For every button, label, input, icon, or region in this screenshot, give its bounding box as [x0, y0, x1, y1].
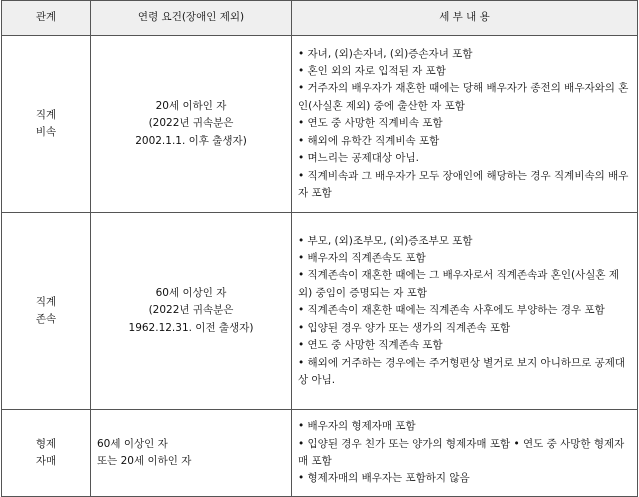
age-text: 2002.1.1. 이후 출생자)	[135, 134, 247, 147]
relation-text: 비속	[35, 126, 57, 138]
detail-item: • 배우자의 직계존속도 포함	[298, 252, 426, 265]
detail-item: • 직계비속과 그 배우자가 모두 장애인에 해당하는 경우 직계비속의 배우자 포함	[298, 169, 629, 199]
age-cell	[91, 213, 292, 410]
table-row	[2, 36, 638, 213]
relation-text: 직계	[35, 295, 57, 308]
detail-item: • 연도 중 사망한 직계존속 포함	[298, 339, 443, 352]
detail-item: • 배우자의 형제자매 포함	[298, 420, 416, 433]
detail-item: • 해외에 유학간 직계비속 포함	[298, 134, 440, 147]
detail-item: • 혼인 외의 자로 입적된 자 포함	[298, 65, 446, 78]
relation-cell	[2, 410, 91, 497]
age-text: (2022년 귀속분은	[148, 117, 234, 130]
relation-text: 자매	[35, 455, 57, 467]
detail-cell	[292, 213, 638, 410]
age-text: 20세 이하인 자	[155, 99, 227, 112]
detail-item: • 해외에 거주하는 경우에는 주거형편상 별거로 보지 아니하므로 공제대상 아님.	[298, 356, 626, 386]
detail-item: • 연도 중 사망한 직계비속 포함	[298, 117, 443, 130]
relation-cell	[2, 213, 91, 410]
header-relation: 관계	[2, 1, 91, 36]
age-cell	[91, 36, 292, 213]
detail-item: • 형제자매의 배우자는 포함하지 않음	[298, 472, 470, 485]
table-row	[2, 213, 638, 410]
age-text: 1962.12.31. 이전 출생자)	[128, 321, 254, 334]
dependent-deduction-table	[1, 0, 638, 497]
table-header-row	[2, 1, 638, 36]
detail-cell	[292, 410, 638, 497]
detail-cell	[292, 36, 638, 213]
detail-item: • 입양된 경우 친가 또는 양가의 형제자매 포함 • 연도 중 사망한 형제자매 포함	[298, 437, 625, 467]
age-text: 60세 이상인 자	[155, 286, 227, 299]
relation-text: 직계	[35, 108, 57, 121]
detail-item: • 직계존속이 재혼한 때에는 그 배우자로서 직계존속과 혼인(사실혼 제외) 중임이 증명되는 자 포함	[298, 269, 619, 299]
relation-text: 형제	[35, 437, 57, 450]
relation-cell	[2, 36, 91, 213]
detail-item: • 자녀, (외)손자녀, (외)증손자녀 포함	[298, 47, 473, 60]
age-text: 또는 20세 이하인 자	[97, 455, 192, 467]
detail-item: • 부모, (외)조부모, (외)증조부모 포함	[298, 234, 473, 247]
header-detail: 세 부 내 용	[292, 1, 638, 36]
detail-item: • 거주자의 배우자가 재혼한 때에는 당해 배우자가 종전의 배우자와의 혼인(사실혼 제외) 중에 출산한 자 포함	[298, 82, 629, 112]
detail-item: • 입양된 경우 양가 또는 생가의 직계존속 포함	[298, 321, 511, 334]
age-text: 60세 이상인 자	[97, 437, 168, 450]
age-cell	[91, 410, 292, 497]
table-row	[2, 410, 638, 497]
relation-text: 존속	[35, 313, 57, 325]
detail-item: • 직계존속이 재혼한 때에는 직계존속 사후에도 부양하는 경우 포함	[298, 304, 605, 317]
detail-item: • 며느리는 공제대상 아님.	[298, 152, 419, 165]
header-age: 연령 요건(장애인 제외)	[91, 1, 292, 36]
age-text: (2022년 귀속분은	[148, 304, 234, 317]
